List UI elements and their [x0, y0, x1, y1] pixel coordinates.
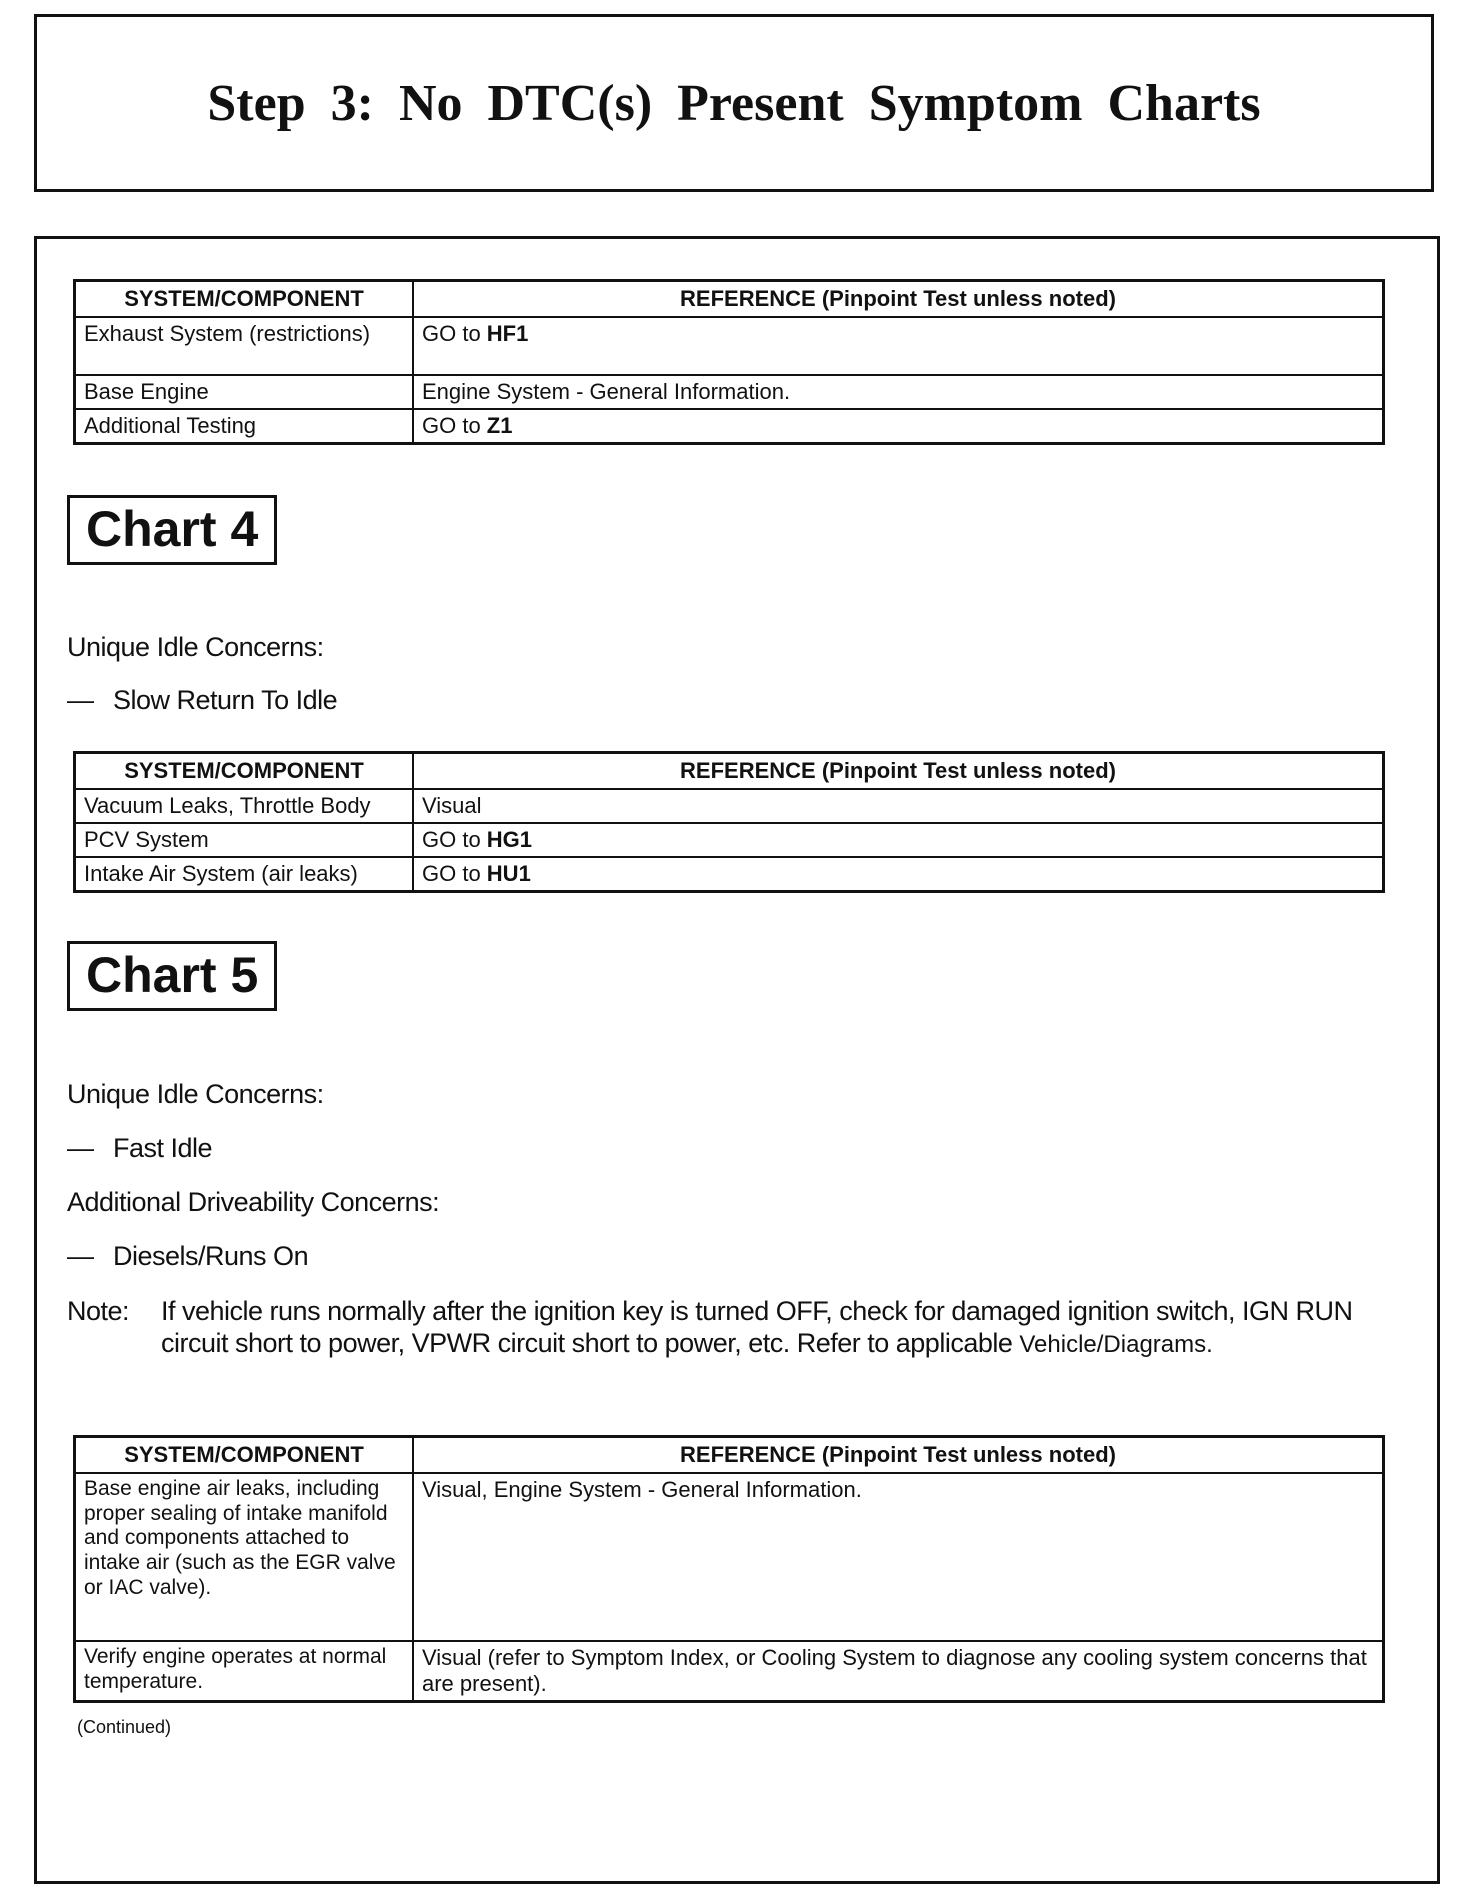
header-system-component: SYSTEM/COMPONENT — [75, 753, 414, 789]
chart-5-note — [67, 1295, 1407, 1360]
main-content-box — [34, 236, 1440, 1884]
table-row — [75, 789, 1384, 823]
reference-cell — [413, 375, 1384, 409]
pinpoint-test-code: HG1 — [486, 826, 533, 852]
reference-cell — [413, 317, 1384, 375]
table-header-row — [75, 1437, 1384, 1473]
table-row — [75, 823, 1384, 857]
reference-table-chart-5 — [73, 1435, 1385, 1703]
table-row — [75, 1473, 1384, 1641]
reference-cell — [413, 857, 1384, 891]
reference-prefix: GO to — [422, 412, 487, 438]
title-box — [34, 14, 1434, 192]
reference-prefix: GO to — [422, 826, 487, 852]
dash-bullet: — — [67, 685, 94, 715]
header-system-component: SYSTEM/COMPONENT — [75, 1437, 414, 1473]
table-row — [75, 409, 1384, 443]
component-cell: Verify engine operates at normal temperature. — [75, 1641, 414, 1701]
table-row — [75, 857, 1384, 891]
concern-text: Slow Return To Idle — [113, 685, 338, 715]
header-reference: REFERENCE (Pinpoint Test unless noted) — [413, 753, 1384, 789]
chart-5-concern-item — [67, 1133, 212, 1164]
note-label: Note: — [67, 1296, 130, 1326]
component-cell: Vacuum Leaks, Throttle Body — [75, 789, 414, 823]
header-reference: REFERENCE (Pinpoint Test unless noted) — [413, 281, 1384, 317]
component-cell: Base engine air leaks, including proper sealing of intake manifold and components attached to intake air (such as the EGR valve or IAC valve). — [75, 1473, 414, 1641]
pinpoint-test-code: HU1 — [486, 860, 531, 886]
pinpoint-test-code: Z1 — [486, 412, 513, 438]
reference-prefix: GO to — [422, 860, 487, 886]
dash-bullet: — — [67, 1241, 94, 1271]
table-row — [75, 375, 1384, 409]
reference-prefix: GO to — [422, 320, 487, 346]
reference-table-chart-4 — [73, 751, 1385, 893]
chart-5-label: Chart 5 — [67, 941, 277, 1011]
chart-4-concerns-heading: Unique Idle Concerns: — [67, 632, 324, 662]
component-cell: Base Engine — [75, 375, 414, 409]
component-cell: PCV System — [75, 823, 414, 857]
chart-5-additional-heading: Additional Driveability Concerns: — [67, 1187, 440, 1217]
reference-prefix: Engine System - General Information. — [422, 378, 791, 404]
pinpoint-test-code: HF1 — [486, 320, 529, 346]
reference-cell — [413, 823, 1384, 857]
reference-cell — [413, 789, 1384, 823]
note-text: If vehicle runs normally after the ignition key is turned OFF, check for damaged ignition switch, IGN RUN circuit short to power, VPWR circuit short to power, etc. Refer to applicable — [161, 1296, 1353, 1359]
page-title: Step 3: No DTC(s) Present Symptom Charts — [207, 74, 1261, 132]
note-body — [161, 1295, 1407, 1360]
note-reference: Vehicle/Diagrams. — [1019, 1331, 1213, 1359]
table-row — [75, 317, 1384, 375]
table-header-row — [75, 281, 1384, 317]
reference-cell: Visual (refer to Symptom Index, or Cooling System to diagnose any cooling system concerns that are present). — [413, 1641, 1384, 1701]
header-reference: REFERENCE (Pinpoint Test unless noted) — [413, 1437, 1384, 1473]
table-header-row — [75, 753, 1384, 789]
chart-5-concerns-heading: Unique Idle Concerns: — [67, 1079, 324, 1109]
continued-label: (Continued) — [77, 1717, 172, 1737]
reference-cell — [413, 409, 1384, 443]
chart-4-concern-item — [67, 685, 337, 716]
reference-prefix: Visual — [422, 792, 482, 818]
dash-bullet: — — [67, 1133, 94, 1163]
concern-text: Fast Idle — [113, 1133, 213, 1163]
reference-table-1 — [73, 279, 1385, 445]
reference-cell: Visual, Engine System - General Information. — [413, 1473, 1384, 1641]
chart-5-additional-concern-item — [67, 1241, 308, 1272]
chart-4-label: Chart 4 — [67, 495, 277, 565]
header-system-component: SYSTEM/COMPONENT — [75, 281, 414, 317]
component-cell: Intake Air System (air leaks) — [75, 857, 414, 891]
table-row — [75, 1641, 1384, 1701]
additional-concern-text: Diesels/Runs On — [113, 1241, 309, 1271]
component-cell: Additional Testing — [75, 409, 414, 443]
component-cell: Exhaust System (restrictions) — [75, 317, 414, 375]
